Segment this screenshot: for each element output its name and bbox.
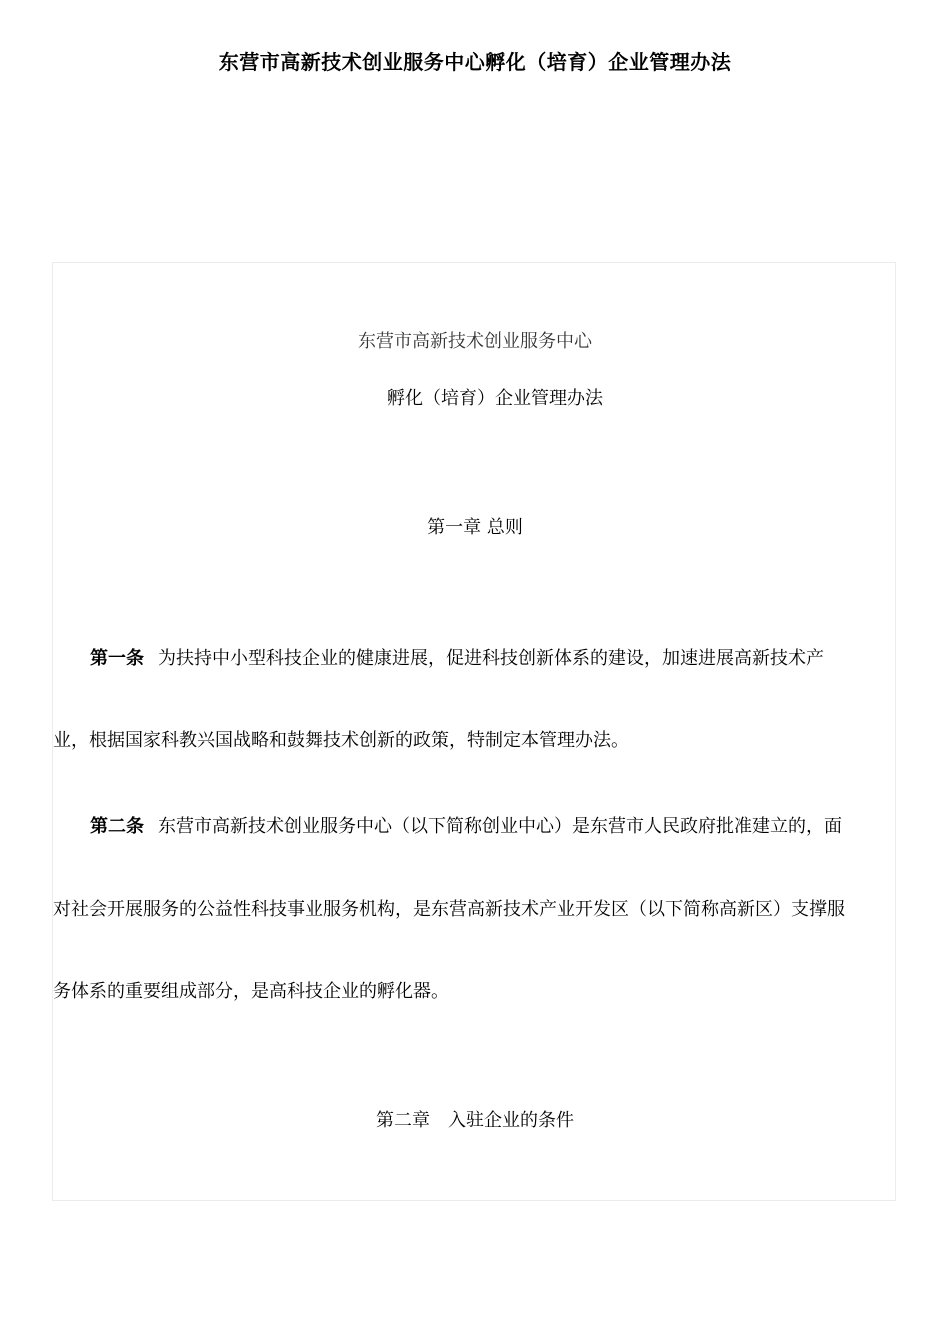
article-2-paragraph-line: 务体系的重要组成部分，是高科技企业的孵化器。 — [53, 981, 449, 1002]
org-name-heading: 东营市高新技术创业服务中心 — [358, 331, 592, 352]
doc-name-heading: 孵化（培育）企业管理办法 — [387, 388, 603, 409]
article-1-label: 第一条 — [90, 648, 144, 669]
article-2-paragraph-line — [90, 812, 842, 838]
chapter-2-heading: 第二章 入驻企业的条件 — [376, 1110, 574, 1131]
article-2-label: 第二条 — [90, 816, 144, 837]
article-2-text: 东营市高新技术创业服务中心（以下简称创业中心）是东营市人民政府批准建立的，面 — [158, 816, 842, 837]
article-1-text: 为扶持中小型科技企业的健康进展，促进科技创新体系的建设，加速进展高新技术产 — [158, 648, 824, 669]
article-2-paragraph-line: 对社会开展服务的公益性科技事业服务机构，是东营高新技术产业开发区（以下简称高新区）支撑服 — [53, 899, 845, 920]
article-1-paragraph-line: 业，根据国家科教兴国战略和鼓舞技术创新的政策，特制定本管理办法。 — [53, 730, 629, 751]
chapter-1-heading: 第一章 总则 — [427, 517, 523, 538]
article-1-paragraph-line — [90, 644, 824, 670]
page-title: 东营市高新技术创业服务中心孵化（培育）企业管理办法 — [218, 50, 732, 74]
document-body — [52, 262, 896, 1201]
